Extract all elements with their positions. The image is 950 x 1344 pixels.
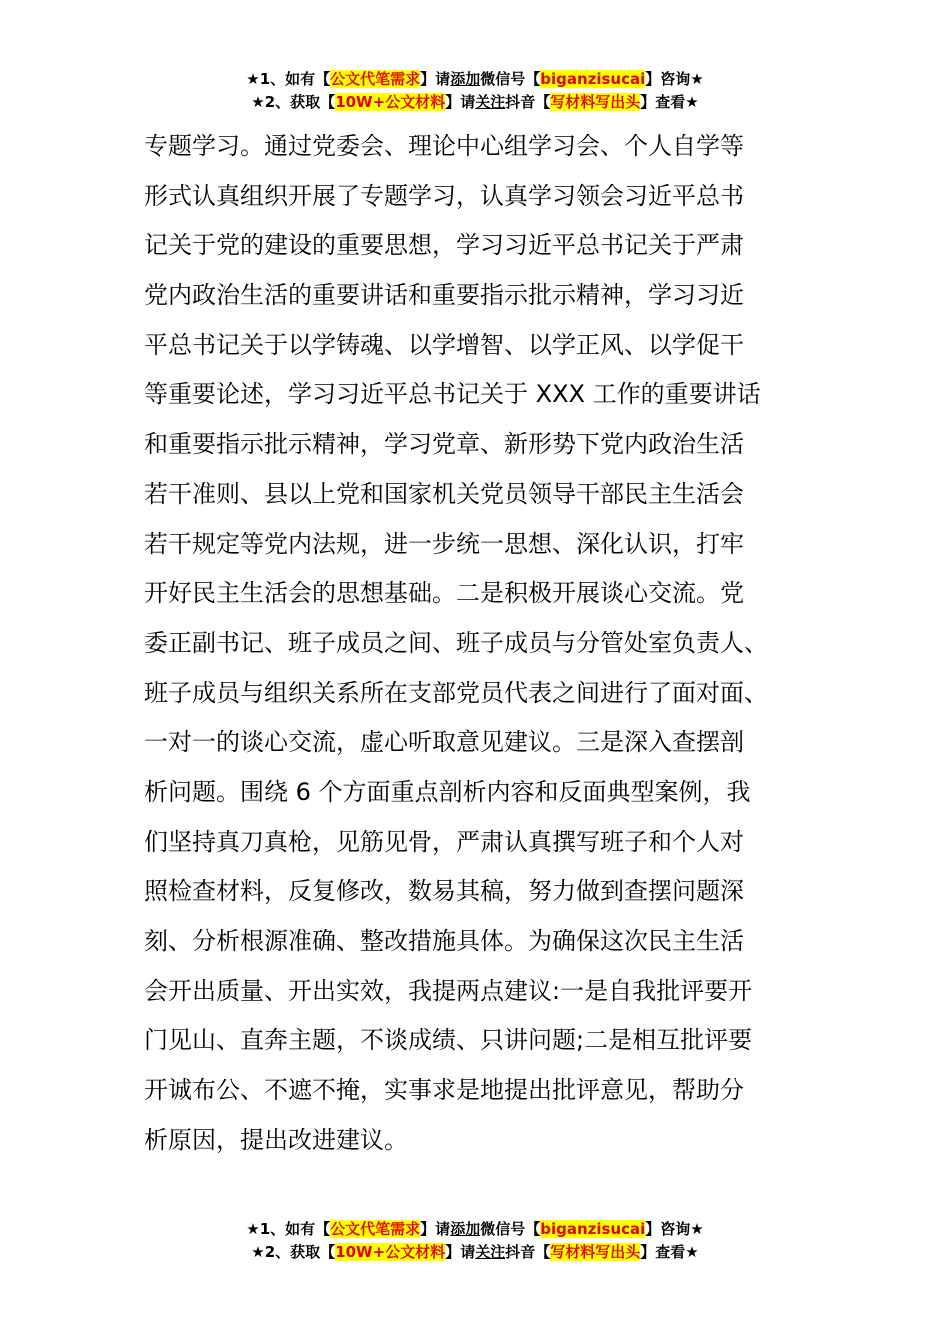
body-line: 党内政治生活的重要讲话和重要指示批示精神，学习习近 (144, 281, 744, 310)
body-line: 若干规定等党内法规，进一步统一思想、深化认识，打牢 (144, 529, 744, 558)
body-line: 若干准则、县以上党和国家机关党员领导干部民主生活会 (144, 479, 744, 508)
banner-text: 】查看★ (640, 93, 699, 111)
banner-text: ★2、获取【 (251, 1243, 336, 1261)
banner-text: ★1、如有【 (246, 1220, 331, 1238)
body-line: 和重要指示批示精神，学习党章、新形势下党内政治生活 (144, 430, 744, 459)
banner-text: ★1、如有【 (246, 70, 331, 88)
body-line: 专题学习。通过党委会、理论中心组学习会、个人自学等 (144, 132, 744, 160)
banner-highlight: biganzisucai (540, 70, 646, 88)
body-line: 平总书记关于以学铸魂、以学增智、以学正风、以学促干 (144, 330, 744, 359)
body-line: 析问题。围绕 6 个方面重点剖析内容和反面典型案例，我 (144, 777, 751, 806)
banner-highlight: 写材料写出头 (550, 93, 641, 111)
banner-text: 抖音【 (505, 1243, 551, 1261)
banner-text: 】咨询★ (645, 70, 704, 88)
banner-line-2 (0, 91, 950, 114)
body-line: 开诚布公、不遮不掩，实事求是地提出批评意见，帮助分 (144, 1076, 744, 1105)
body-line: 一对一的谈心交流，虚心听取意见建议。三是深入查摆剖 (144, 728, 744, 757)
banner-highlight: 公文代笔需求 (330, 70, 421, 88)
body-line: 门见山、直奔主题，不谈成绩、只讲问题;二是相互批评要 (144, 1026, 753, 1055)
banner-text: 抖音【 (505, 93, 551, 111)
banner-line-2 (0, 1241, 950, 1264)
body-line: 刻、分析根源准确、整改措施具体。为确保这次民主生活 (144, 927, 744, 955)
footer-banner (0, 1218, 950, 1264)
banner-text: 】查看★ (640, 1243, 699, 1261)
body-line: 们坚持真刀真枪，见筋见骨，严肃认真撰写班子和个人对 (144, 827, 744, 856)
banner-highlight: 10W+公文材料 (335, 93, 446, 111)
banner-text: 】咨询★ (645, 1220, 704, 1238)
banner-highlight: 写材料写出头 (550, 1243, 641, 1261)
body-line: 会开出质量、开出实效，我提两点建议:一是自我批评要开 (144, 976, 753, 1005)
banner-text: 】请 (445, 93, 476, 111)
banner-highlight: biganzisucai (540, 1220, 646, 1238)
banner-underlined: 关注 (475, 93, 506, 111)
body-line: 委正副书记、班子成员之间、班子成员与分管处室负责人、 (144, 628, 768, 657)
body-line: 照检查材料，反复修改，数易其稿，努力做到查摆问题深 (144, 877, 744, 906)
banner-underlined: 添加 (450, 1220, 481, 1238)
document-body (144, 122, 808, 1165)
banner-text: 】请 (420, 70, 451, 88)
body-line: 形式认真组织开展了专题学习，认真学习领会习近平总书 (144, 181, 744, 210)
body-line: 等重要论述，学习习近平总书记关于 XXX 工作的重要讲话 (144, 380, 761, 409)
banner-text: 】请 (445, 1243, 476, 1261)
banner-text: 微信号【 (480, 70, 541, 88)
banner-highlight: 公文代笔需求 (330, 1220, 421, 1238)
banner-text: ★2、获取【 (251, 93, 336, 111)
body-line: 开好民主生活会的思想基础。二是积极开展谈心交流。党 (144, 579, 744, 608)
banner-highlight: 10W+公文材料 (335, 1243, 446, 1261)
body-line: 析原因，提出改进建议。 (144, 1125, 408, 1154)
banner-line-1 (0, 68, 950, 91)
banner-underlined: 关注 (475, 1243, 506, 1261)
banner-line-1 (0, 1218, 950, 1241)
header-banner (0, 68, 950, 114)
body-line: 记关于党的建设的重要思想，学习习近平总书记关于严肃 (144, 231, 744, 260)
banner-text: 微信号【 (480, 1220, 541, 1238)
banner-text: 】请 (420, 1220, 451, 1238)
body-line: 班子成员与组织关系所在支部党员代表之间进行了面对面、 (144, 678, 768, 707)
banner-underlined: 添加 (450, 70, 481, 88)
